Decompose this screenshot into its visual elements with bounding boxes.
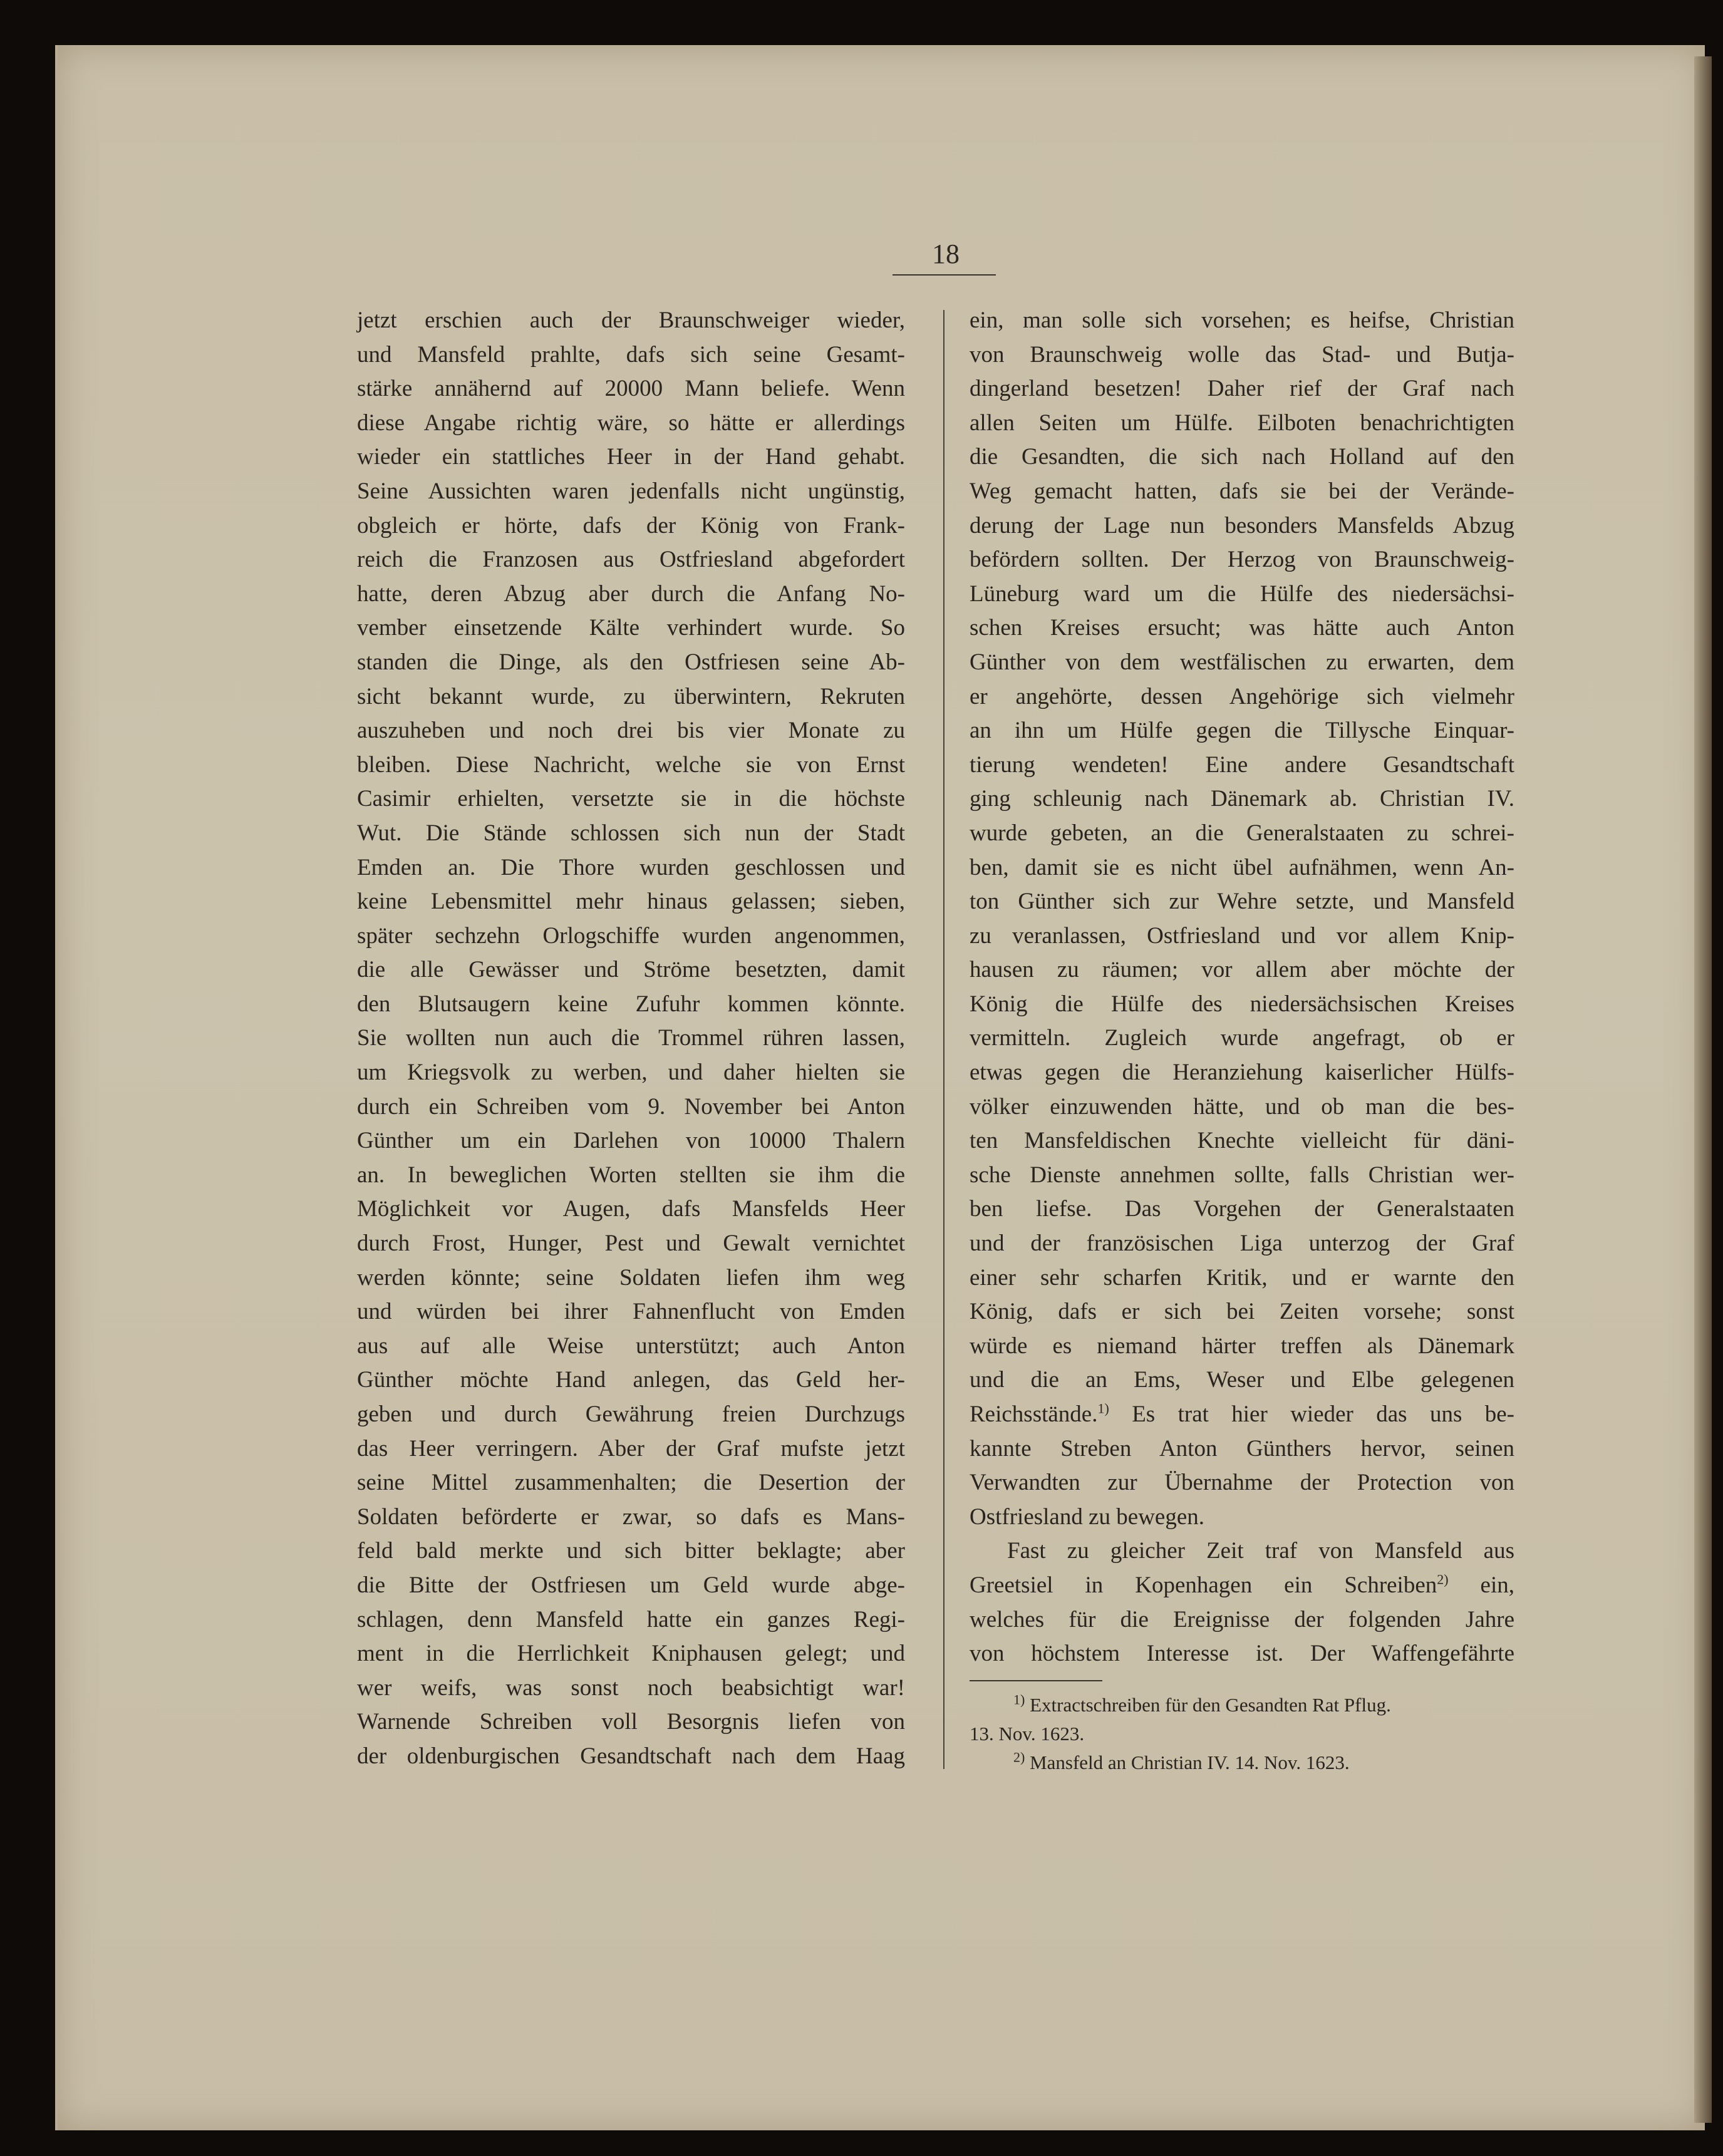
text-line: völker einzuwenden hätte, und ob man die bes- <box>970 1093 1514 1120</box>
text-line: durch Frost, Hunger, Pest und Gewalt vernichtet <box>357 1230 905 1257</box>
text-line: Greetsiel in Kopenhagen ein Schreiben$^{2)}$ ein, <box>970 1571 1514 1598</box>
page-number: 18 <box>932 239 960 269</box>
text-line: die Gesandten, die sich nach Holland auf den <box>970 444 1514 470</box>
text-line: stärke annähernd auf 20000 Mann beliefe. Wenn <box>357 376 905 402</box>
text-line: den Blutsaugern keine Zufuhr kommen könnte. <box>357 991 905 1017</box>
text-line: vermitteln. Zugleich wurde angefragt, ob er <box>970 1025 1514 1051</box>
text-line: seine Mittel zusammenhalten; die Desertion der <box>357 1470 905 1496</box>
text-line: Verwandten zur Übernahme der Protection von <box>970 1470 1514 1496</box>
footnote-2: $^{2)}$ Mansfeld an Christian IV. 14. Nov. 1623. <box>1013 1749 1350 1773</box>
text-line: das Heer verringern. Aber der Graf mufste jetzt <box>357 1435 905 1462</box>
page-number-rule <box>893 274 996 276</box>
text-line: auszuheben und noch drei bis vier Monate zu <box>357 718 905 744</box>
text-line: Ostfriesland zu bewegen. <box>970 1504 1205 1530</box>
text-line: die alle Gewässer und Ströme besetzten, damit <box>357 957 905 983</box>
text-line: derung der Lage nun besonders Mansfelds Abzug <box>970 512 1514 539</box>
text-line: würde es niemand härter treffen als Dänemark <box>970 1333 1514 1359</box>
footnotes <box>970 1691 1514 1777</box>
text-line: Warnende Schreiben voll Besorgnis liefen von <box>357 1709 905 1735</box>
text-line: die Bitte der Ostfriesen um Geld wurde abge- <box>357 1572 905 1598</box>
text-line: Seine Aussichten waren jedenfalls nicht ungünstig, <box>357 478 905 504</box>
text-line: ging schleunig nach Dänemark ab. Christian IV. <box>970 786 1514 812</box>
text-line: diese Angabe richtig wäre, so hätte er allerdings <box>357 410 905 436</box>
text-line: Lüneburg ward um die Hülfe des niedersächsi- <box>970 580 1514 607</box>
text-line: Reichsstände.$^{1)}$ Es trat hier wieder das uns be- <box>970 1400 1514 1427</box>
text-line: hatte, deren Abzug aber durch die Anfang No- <box>357 580 905 607</box>
text-line: dingerland besetzen! Daher rief der Graf nach <box>970 376 1514 402</box>
column-divider <box>943 310 944 1769</box>
text-line: geben und durch Gewährung freien Durchzugs <box>357 1401 905 1427</box>
right-column <box>970 304 1514 1671</box>
text-line: und würden bei ihrer Fahnenflucht von Emden <box>357 1299 905 1325</box>
text-line: und die an Ems, Weser und Elbe gelegenen <box>970 1367 1514 1393</box>
text-line: befördern sollten. Der Herzog von Braunschweig- <box>970 547 1514 573</box>
text-line: etwas gegen die Heranziehung kaiserlicher Hülfs- <box>970 1060 1514 1086</box>
text-line: Emden an. Die Thore wurden geschlossen und <box>357 854 905 880</box>
text-line: wurde gebeten, an die Generalstaaten zu schrei- <box>970 820 1514 846</box>
text-line: ben liefse. Das Vorgehen der Generalstaaten <box>970 1196 1514 1222</box>
text-line: aus auf alle Weise unterstützt; auch Anton <box>357 1333 905 1359</box>
text-line: welches für die Ereignisse der folgenden Jahre <box>970 1606 1514 1632</box>
text-line: schen Kreises ersucht; was hätte auch Anton <box>970 615 1514 641</box>
text-line: Sie wollten nun auch die Trommel rühren lassen, <box>357 1025 905 1051</box>
text-line: standen die Dinge, als den Ostfriesen seine Ab- <box>357 649 905 675</box>
text-line: ben, damit sie es nicht übel aufnähmen, wenn An- <box>970 854 1514 880</box>
text-line: Fast zu gleicher Zeit traf von Mansfeld aus <box>1007 1538 1514 1564</box>
footnote-1-cont: 13. Nov. 1623. <box>970 1723 1085 1745</box>
text-line: Weg gemacht hatten, dafs sie bei der Verände- <box>970 478 1514 504</box>
text-line: hausen zu räumen; vor allem aber möchte der <box>970 957 1514 983</box>
text-line: König, dafs er sich bei Zeiten vorsehe; sonst <box>970 1299 1514 1325</box>
text-line: einer sehr scharfen Kritik, und er warnte den <box>970 1264 1514 1291</box>
text-line: ton Günther sich zur Wehre setzte, und Mansfeld <box>970 889 1514 915</box>
footnote-ref: 2) <box>1437 1571 1449 1587</box>
page-edge <box>1694 56 1712 2123</box>
text-line: sche Dienste annehmen sollte, falls Christian wer- <box>970 1162 1514 1188</box>
text-line: zu veranlassen, Ostfriesland und vor allem Knip- <box>970 922 1514 949</box>
text-line: Wut. Die Stände schlossen sich nun der Stadt <box>357 820 905 846</box>
text-line: von höchstem Interesse ist. Der Waffengefährte <box>970 1641 1514 1667</box>
text-line: an. In beweglichen Worten stellten sie ihm die <box>357 1162 905 1188</box>
footnote-rule <box>970 1680 1102 1681</box>
text-line: vember einsetzende Kälte verhindert wurde. So <box>357 615 905 641</box>
text-line: ment in die Herrlichkeit Kniphausen gelegt; und <box>357 1641 905 1667</box>
text-line: von Braunschweig wolle das Stad- und Butja- <box>970 341 1514 368</box>
text-line: sicht bekannt wurde, zu überwintern, Rekruten <box>357 683 905 709</box>
text-line: Möglichkeit vor Augen, dafs Mansfelds Heer <box>357 1196 905 1222</box>
text-line: keine Lebensmittel mehr hinaus gelassen; sieben, <box>357 889 905 915</box>
text-line: wer weifs, was sonst noch beabsichtigt war! <box>357 1674 905 1701</box>
text-line: wieder ein stattliches Heer in der Hand gehabt. <box>357 444 905 470</box>
text-line: der oldenburgischen Gesandtschaft nach dem Haag <box>357 1743 905 1769</box>
text-line: um Kriegsvolk zu werben, und daher hielten sie <box>357 1060 905 1086</box>
text-line: bleiben. Diese Nachricht, welche sie von Ernst <box>357 751 905 778</box>
text-line: werden könnte; seine Soldaten liefen ihm weg <box>357 1264 905 1291</box>
text-line: feld bald merkte und sich bitter beklagte; aber <box>357 1538 905 1564</box>
text-line: kannte Streben Anton Günthers hervor, seinen <box>970 1435 1514 1462</box>
text-line: tierung wendeten! Eine andere Gesandtschaft <box>970 751 1514 778</box>
text-line: Soldaten beförderte er zwar, so dafs es Mans- <box>357 1504 905 1530</box>
left-column <box>357 304 905 1774</box>
footnote-1: $^{1)}$ Extractschreiben für den Gesandten Rat Pflug. <box>1013 1691 1391 1716</box>
footnote-ref: 1) <box>1097 1400 1109 1416</box>
text-line: Günther möchte Hand anlegen, das Geld her- <box>357 1367 905 1393</box>
text-line: er angehörte, dessen Angehörige sich vielmehr <box>970 683 1514 709</box>
text-line: allen Seiten um Hülfe. Eilboten benachrichtigten <box>970 410 1514 436</box>
text-line: reich die Franzosen aus Ostfriesland abgefordert <box>357 547 905 573</box>
text-line: König die Hülfe des niedersächsischen Kreises <box>970 991 1514 1017</box>
text-line: obgleich er hörte, dafs der König von Frank- <box>357 512 905 539</box>
text-line: an ihn um Hülfe gegen die Tillysche Einquar- <box>970 718 1514 744</box>
text-line: und der französischen Liga unterzog der Graf <box>970 1230 1514 1257</box>
text-line: durch ein Schreiben vom 9. November bei Anton <box>357 1093 905 1120</box>
text-line: ein, man solle sich vorsehen; es heifse, Christian <box>970 307 1514 333</box>
text-line: später sechzehn Orlogschiffe wurden angenommen, <box>357 922 905 949</box>
text-line: schlagen, denn Mansfeld hatte ein ganzes Regi- <box>357 1606 905 1632</box>
text-line: Günther von dem westfälischen zu erwarten, dem <box>970 649 1514 675</box>
text-line: ten Mansfeldischen Knechte vielleicht für däni- <box>970 1128 1514 1154</box>
text-line: Günther um ein Darlehen von 10000 Thalern <box>357 1128 905 1154</box>
text-line: jetzt erschien auch der Braunschweiger wieder, <box>357 307 905 333</box>
text-line: und Mansfeld prahlte, dafs sich seine Gesamt- <box>357 341 905 368</box>
text-line: Casimir erhielten, versetzte sie in die höchste <box>357 786 905 812</box>
